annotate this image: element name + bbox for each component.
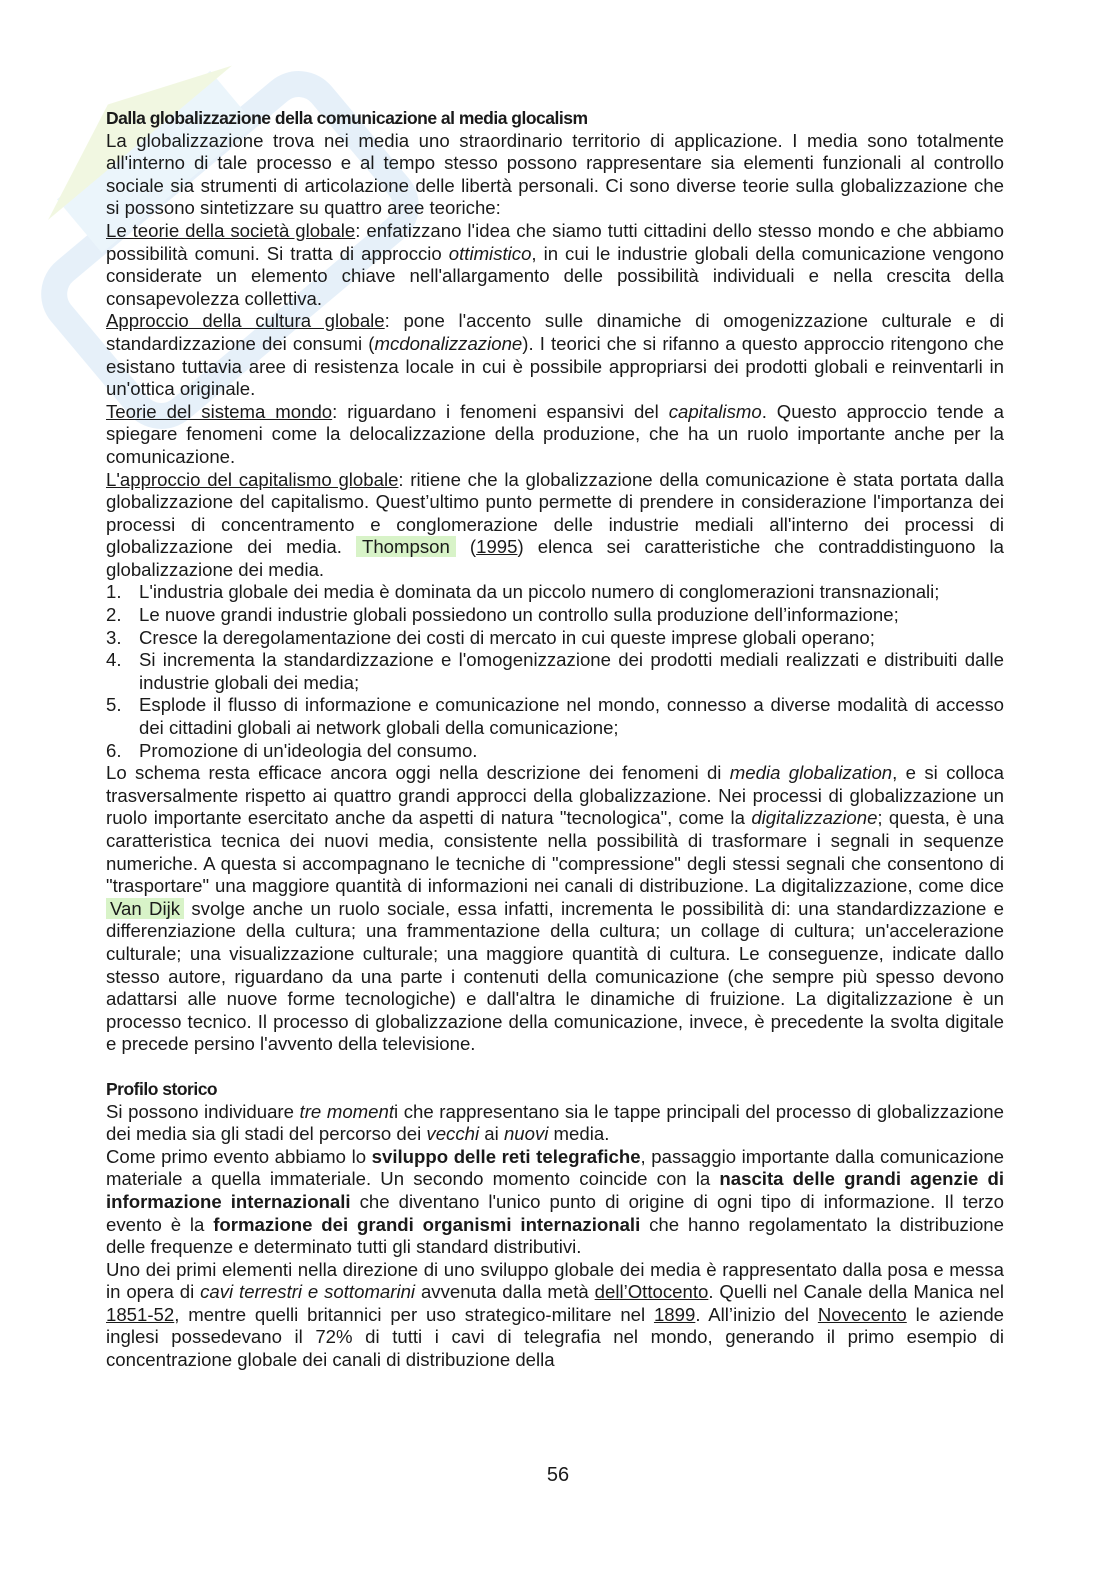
list-item: 4. Si incrementa la standardizzazione e l'omogenizzazione dei prodotti mediali realizzati e distribuiti dalle industrie globali dei media; (106, 649, 1004, 693)
historical-paragraph-3: Uno dei primi elementi nella direzione di uno sviluppo globale dei media è rappresentato dalla posa e messa in opera di cavi terrestri e sottomarini avvenuta dalla metà dell’Ottocento. Quelli nel Canale della Manica nel 1851-52, mentre quelli britannici per uso strategico-militare nel 1899. All’inizio del Novecento le aziende inglesi possedevano il 72% di tutti i cavi di telegrafia nel mondo, generando il primo esempio di concentrazione globale dei canali di distribuzione della (106, 1258, 1005, 1371)
year-1995-link[interactable]: 1995 (476, 536, 518, 558)
list-item: 1. L'industria globale dei media è dominata da un piccolo numero di conglomerazioni transnazionali; (106, 581, 940, 603)
list-item: 3. Cresce la deregolamentazione dei costi di mercato in cui queste imprese globali operano; (106, 626, 875, 648)
page-content (106, 107, 1004, 1372)
list-item: 6. Promozione di un'ideologia del consumo. (106, 739, 478, 761)
theory-global-capitalism: L'approccio del capitalismo globale: ritiene che la globalizzazione della comunicazione è stata portata dalla globalizzazione del capitalismo. Quest’ultimo punto permette di prendere in considerazione l'importanza dei processi di concentramento e conglomerazione delle industrie mediali all'interno dei processi di globalizzazione dei media. Thompson (1995) elenca sei caratteristiche che contraddistinguono la globalizzazione dei media. (106, 468, 1005, 580)
year-1899-link[interactable]: 1899 (653, 1303, 696, 1325)
term-global-capitalism: L'approccio del capitalismo globale (106, 468, 399, 490)
list-item: 5. Esplode il flusso di informazione e comunicazione nel mondo, connesso a diverse modalità di accesso dei cittadini globali ai network globali della comunicazione; (106, 694, 1004, 739)
section-title-glocalism: Dalla globalizzazione della comunicazione al media glocalism (106, 108, 588, 128)
historical-paragraph-2: Come primo evento abbiamo lo sviluppo delle reti telegrafiche, passaggio importante dalla comunicazione materiale a quella immateriale. Un secondo momento coincide con la nascita delle grandi agenzie di informazione internazionali che diventano l'unico punto di origine di ogni tipo di informazione. Il terzo evento è la formazione dei grandi organismi internazionali che hanno regolamentato la distribuzione delle frequenze e determinato tutti gli standard distributivi. (106, 1145, 1005, 1258)
author-thompson-link[interactable]: Thompson (356, 536, 456, 557)
page-number: 56 (546, 1464, 570, 1486)
closing-paragraph: Lo schema resta efficace ancora oggi nella descrizione dei fenomeni di media globalization, e si colloca trasversalmente rispetto ai quattro grandi approcci della globalizzazione. Nei processi di globalizzazione un ruolo importante esercitato anche da aspetti di natura "tecnologica", come la digitalizzazione; questa, è una caratteristica tecnica dei nuovi media, consistente nella possibilità di trasformare i segnali in sequenze numeriche. A questa si accompagnano le tecniche di "compressione" degli stessi segnali che consentono di "trasportare" una maggiore quantità di informazioni nei canali di distribuzione. La digitalizzazione, come dice Van Dijk svolge anche un ruolo sociale, essa infatti, incrementa le possibilità di: una standardizzazione e differenziazione della cultura; una frammentazione della cultura; un collage di cultura; un'accelerazione culturale; una visualizzazione culturale; una maggiore quantità di cultura. Le conseguenze, indicate dallo stesso autore, riguardano da una parte i contenuti della comunicazione (che sempre più spesso devono adattarsi alle nuove forme tecnologiche) e dall'altra le dinamiche di fruizione. La digitalizzazione è un processo tecnico. Il processo di globalizzazione della comunicazione, invece, è precedente la svolta digitale e precede persino l'avvento della televisione. (106, 762, 1005, 1055)
historical-paragraph-1: Si possono individuare tre momenti che rappresentano sia le tappe principali del processo di globalizzazione dei media sia gli stadi del percorso dei vecchi ai nuovi media. (106, 1100, 1004, 1145)
theory-global-culture: Approccio della cultura globale: pone l'accento sulle dinamiche di omogenizzazione culturale e di standardizzazione dei consumi (mcdonalizzazione). I teorici che si rifanno a questo approccio ritengono che esistano tuttavia aree di resistenza locale in cui è possibile appropriarsi dei prodotti globali e reinventarli in un'ottica originale. (106, 310, 1005, 400)
features-list (106, 581, 1004, 762)
term-world-system: Teorie del sistema mondo (106, 400, 333, 422)
list-item: 2. Le nuove grandi industrie globali possiedono un controllo sulla produzione dell’informazione; (106, 604, 899, 626)
intro-paragraph: La globalizzazione trova nei media uno straordinario territorio di applicazione. I media sono totalmente all'interno di tale processo e al tempo stesso possono rappresentare sia elementi funzionali al controllo sociale sia strumenti di articolazione delle libertà personali. Ci sono diverse teorie sulla globalizzazione che si possono sintetizzare su quattro aree teoriche: (106, 129, 1004, 219)
term-global-culture: Approccio della cultura globale (106, 310, 385, 332)
author-van-dijk-link[interactable]: Van Dijk (106, 898, 184, 919)
year-1851-52-link[interactable]: 1851-52 (106, 1303, 175, 1325)
ottocento-link[interactable]: dell’Ottocento (594, 1281, 709, 1303)
section-title-historical-profile: Profilo storico (106, 1078, 218, 1099)
novecento-link[interactable]: Novecento (817, 1303, 907, 1325)
theory-world-system: Teorie del sistema mondo: riguardano i fenomeni espansivi del capitalismo. Questo approccio tende a spiegare fenomeni come la delocalizzazione della produzione, che ha un ruolo importante anche per la comunicazione. (106, 400, 1004, 467)
term-global-society: Le teorie della società globale (106, 219, 356, 241)
theory-global-society: Le teorie della società globale: enfatizzano l'idea che siamo tutti cittadini dello stesso mondo e che abbiamo possibilità comuni. Si tratta di approccio ottimistico, in cui le industrie globali della comunicazione vengono considerate un elemento chiave nell'allargamento delle possibilità individuali e nella crescita della consapevolezza collettiva. (106, 219, 1004, 309)
section-gap (106, 1056, 1004, 1078)
